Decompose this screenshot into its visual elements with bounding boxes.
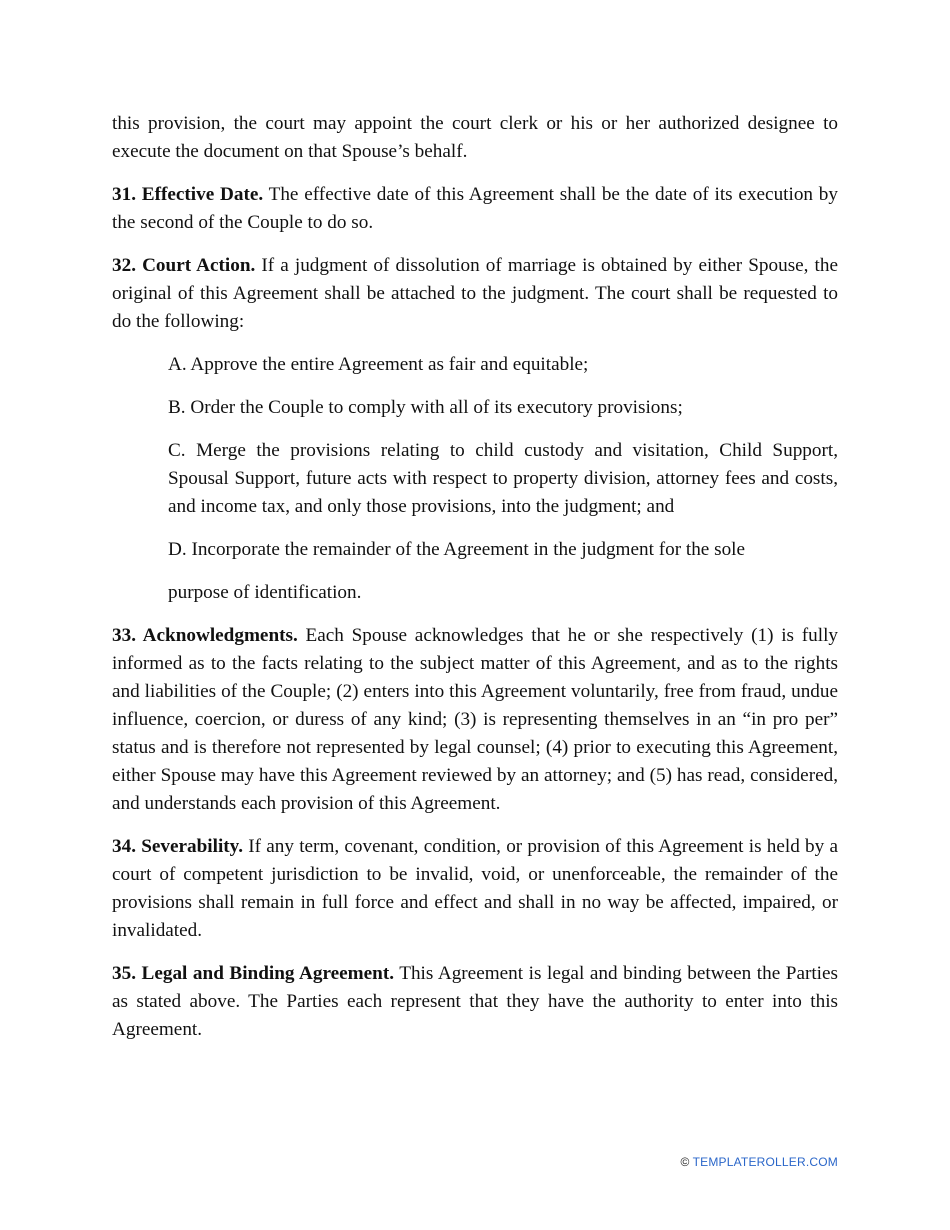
- list-item: A. Approve the entire Agreement as fair and equitable;: [168, 354, 589, 375]
- document-page: [112, 110, 838, 1059]
- section-legal-binding: [112, 960, 838, 1044]
- list-item: B. Order the Couple to comply with all of its executory provisions;: [168, 397, 683, 418]
- continuation-paragraph: this provision, the court may appoint the court clerk or his or her authorized designee to execute the document on that Spouse’s behalf.: [112, 113, 838, 162]
- list-item: C. Merge the provisions relating to child custody and visitation, Child Support, Spousal Support, future acts with respect to property division, attorney fees and costs, and income tax, and only those provisions, into the judgment; and: [168, 440, 838, 517]
- section-effective-date: [112, 181, 838, 237]
- list-item: purpose of identification.: [168, 582, 362, 603]
- section-text: Each Spouse acknowledges that he or she respectively (1) is fully informed as to the facts relating to the subject matter of this Agreement, and as to the rights and liabilities of the Couple; (2) enters into this Agreement voluntarily, free from fraud, undue influence, coercion, or duress of any kind; (3) is representing themselves in an “in pro per” status and is therefore not represented by legal counsel; (4) prior to executing this Agreement, either Spouse may have this Agreement reviewed by an attorney; and (5) has read, considered, and understands each provision of this Agreement.: [112, 625, 838, 814]
- section-text: This Agreement is legal and binding between the Parties as stated above. The Parties each represent that they have the authority to enter into this Agreement.: [112, 963, 838, 1040]
- section-heading: 31. Effective Date.: [112, 184, 264, 205]
- footer-credit: [681, 1155, 838, 1169]
- court-action-list: [112, 351, 838, 607]
- section-text: The effective date of this Agreement shall be the date of its execution by the second of the Couple to do so.: [112, 184, 838, 233]
- templateroller-link[interactable]: TEMPLATEROLLER.COM: [692, 1155, 838, 1169]
- section-heading: 33. Acknowledgments.: [112, 625, 298, 646]
- copyright-symbol: ©: [680, 1155, 690, 1169]
- section-heading: 34. Severability.: [112, 836, 244, 857]
- section-heading: 32. Court Action.: [112, 255, 256, 276]
- section-text: If any term, covenant, condition, or provision of this Agreement is held by a court of competent jurisdiction to be invalid, void, or unenforceable, the remainder of the provisions shall remain in full force and effect and shall in no way be affected, impaired, or invalidated.: [112, 836, 838, 941]
- section-severability: [112, 833, 838, 945]
- section-court-action: [112, 252, 838, 336]
- section-acknowledgments: [112, 622, 838, 818]
- section-text: If a judgment of dissolution of marriage is obtained by either Spouse, the original of this Agreement shall be attached to the judgment. The court shall be requested to do the following:: [112, 255, 838, 332]
- section-heading: 35. Legal and Binding Agreement.: [112, 963, 395, 984]
- list-item: D. Incorporate the remainder of the Agreement in the judgment for the sole: [168, 539, 746, 560]
